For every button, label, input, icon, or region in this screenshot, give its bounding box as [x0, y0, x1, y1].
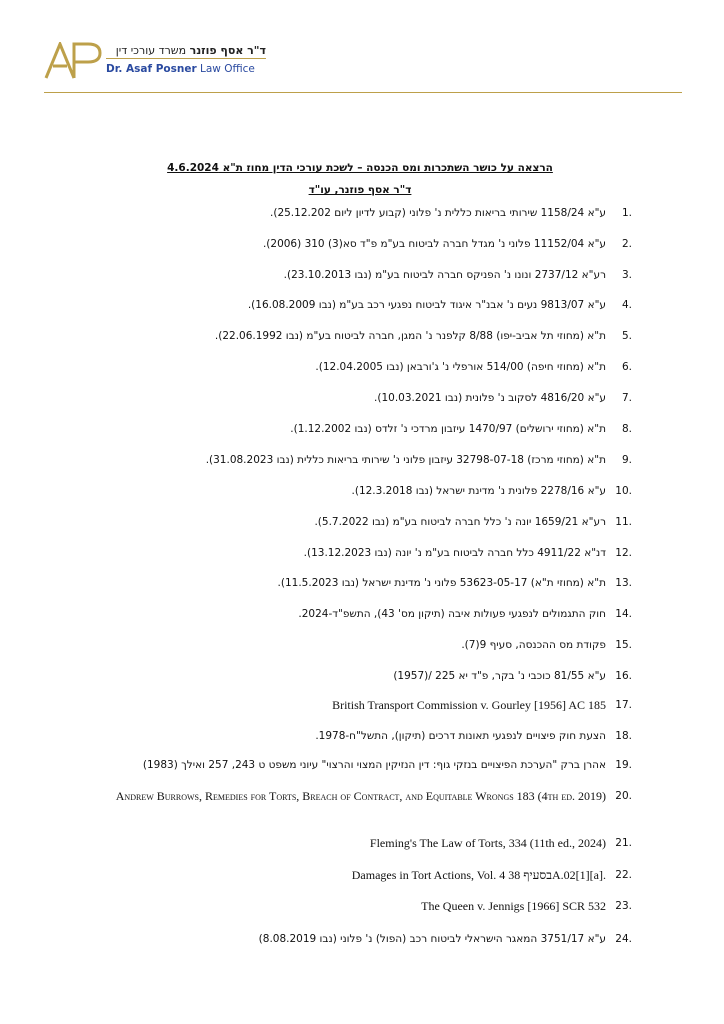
reference-text: ע"א 4816/20 לסקוב נ' פלונית (נבו 10.03.2021).	[374, 392, 606, 404]
brand-english: Dr. Asaf Posner Law Office	[106, 63, 255, 75]
reference-item	[40, 836, 636, 850]
reference-item	[40, 515, 636, 529]
reference-number: 12.	[615, 547, 632, 559]
reference-item	[40, 484, 636, 498]
reference-text: רע"א 2737/12 ונונו נ' הפניקס חברה לביטוח בע"מ (נבו 23.10.2013).	[283, 269, 606, 281]
reference-item	[40, 546, 636, 560]
reference-number: 1.	[621, 207, 632, 219]
reference-item	[40, 576, 636, 590]
reference-number: 17.	[615, 699, 632, 711]
reference-item	[40, 899, 636, 913]
reference-item	[40, 698, 636, 712]
reference-number: 22.	[615, 869, 632, 881]
reference-item	[40, 268, 636, 282]
reference-text: The Queen v. Jennigs [1966] SCR 532	[421, 899, 606, 913]
reference-item	[40, 669, 636, 683]
reference-text: חוק התגמולים לנפגעי פעולות איבה (תיקון מס' 43), התשפ"ד-2024.	[298, 608, 606, 620]
reference-text: ע"א 9813/07 נעים נ' אבנ"ר איגוד לביטוח נפגעי רכב בע"מ (נבו 16.08.2009).	[247, 299, 606, 311]
reference-number: 24.	[615, 933, 632, 945]
reference-item	[40, 789, 636, 803]
reference-text: British Transport Commission v. Gourley [1956] AC 185	[332, 698, 606, 712]
reference-number: 18.	[615, 730, 632, 742]
reference-number: 11.	[615, 516, 632, 528]
brand-divider	[106, 58, 266, 59]
reference-number: 15.	[615, 639, 632, 651]
law-office-logo	[44, 42, 102, 80]
reference-text: רע"א 1659/21 יונה נ' כלל חברה לביטוח בע"מ (נבו 5.7.2022).	[314, 516, 606, 528]
reference-item	[40, 298, 636, 312]
reference-text: ת"א (מחוזי ת"א) 53623-05-17 פלוני נ' מדינת ישראל (נבו 11.5.2023).	[277, 577, 606, 589]
reference-item	[40, 329, 636, 343]
reference-item	[40, 638, 636, 652]
reference-item	[40, 729, 636, 743]
reference-number: 7.	[621, 392, 632, 404]
reference-number: 9.	[621, 454, 632, 466]
reference-number: 13.	[615, 577, 632, 589]
reference-item	[40, 360, 636, 374]
reference-number: 16.	[615, 670, 632, 682]
reference-text: ת"א (מחוזי ירושלים) 1470/97 עיזבון מרדכי נ' זלדס (נבו 1.12.2002).	[290, 423, 606, 435]
brand-block	[106, 44, 266, 77]
reference-number: 19.	[615, 759, 632, 771]
reference-number: 5.	[621, 330, 632, 342]
reference-item	[40, 206, 636, 220]
reference-item	[40, 422, 636, 436]
reference-number: 23.	[615, 900, 632, 912]
reference-text: ע"א 1158/24 שירותי בריאות כללית נ' פלוני (קבוע לדיון ליום 25.12.202).	[270, 207, 606, 219]
document-title: הרצאה על כושר השתכרות ומס הכנסה – לשכת עורכי הדין מחוז ת"א 4.6.2024	[167, 162, 553, 174]
reference-item	[40, 868, 636, 882]
reference-text: ע"א 11152/04 פלוני נ' מגדל חברה לביטוח בע"מ פ"ד סא(3) 310 (2006).	[262, 238, 606, 250]
reference-number: 6.	[621, 361, 632, 373]
reference-text: ע"א 81/55 כוכבי נ' בקר, פ"ד יא 225 /(1957)	[393, 670, 606, 682]
reference-item	[40, 607, 636, 621]
reference-number: 3.	[621, 269, 632, 281]
reference-text: ע"א 3751/17 המאגר הישראלי לביטוח רכב (הפול) נ' פלוני (נבו 8.08.2019)	[258, 933, 606, 945]
reference-text: אהרן ברק "הערכת הפיצויים בנזקי גוף: דין הנזיקין המצוי והרצוי" עיוני משפט ט 243, 257 ואילך (1983)	[142, 759, 606, 771]
reference-item	[40, 453, 636, 467]
brand-hebrew: ד"ר אסף פוזנר משרד עורכי דין	[115, 44, 266, 57]
reference-item	[40, 758, 636, 772]
reference-text: ע"א 2278/16 פלונית נ' מדינת ישראל (נבו 12.3.2018).	[351, 485, 606, 497]
reference-number: 14.	[615, 608, 632, 620]
reference-text: ת"א (מחוזי מרכז) 32798-07-18 עיזבון פלוני נ' שירותי בריאות כללית (נבו 31.08.2023).	[205, 454, 606, 466]
reference-text: Damages in Tort Actions, Vol. 4 בסעיף 38A.02[1][a].	[351, 868, 606, 882]
reference-item	[40, 237, 636, 251]
reference-text: הצעת חוק פיצויים לנפגעי תאונות דרכים (תיקון), התשל"ח-1978.	[315, 730, 606, 742]
reference-number: 10.	[615, 485, 632, 497]
reference-text: ת"א (מחוזי חיפה) 514/00 אורפלי נ' ג'ורבאן (נבו 12.04.2005).	[315, 361, 606, 373]
reference-text: Andrew Burrows, Remedies for Torts, Breach of Contract, and Equitable Wrongs 183 (4th ed. 2019)	[115, 789, 606, 803]
reference-number: 20.	[615, 790, 632, 802]
header-rule	[44, 92, 682, 93]
reference-text: פקודת מס ההכנסה, סעיף 9(7).	[461, 639, 606, 651]
reference-number: 8.	[621, 423, 632, 435]
reference-number: 2.	[621, 238, 632, 250]
reference-item	[40, 932, 636, 946]
reference-text: ת"א (מחוזי תל אביב-יפו) 8/88 קלפנר נ' המגן, חברה לביטוח בע"מ (נבו 22.06.1992).	[214, 330, 606, 342]
reference-item	[40, 391, 636, 405]
reference-text: דנ"א 4911/22 כלל חברה לביטוח בע"מ נ' יונה (נבו 13.12.2023).	[303, 547, 606, 559]
reference-text: Fleming's The Law of Torts, 334 (11th ed., 2024)	[369, 836, 606, 850]
reference-number: 4.	[621, 299, 632, 311]
reference-number: 21.	[615, 837, 632, 849]
document-author: ד"ר אסף פוזנר, עו"ד	[308, 184, 412, 196]
